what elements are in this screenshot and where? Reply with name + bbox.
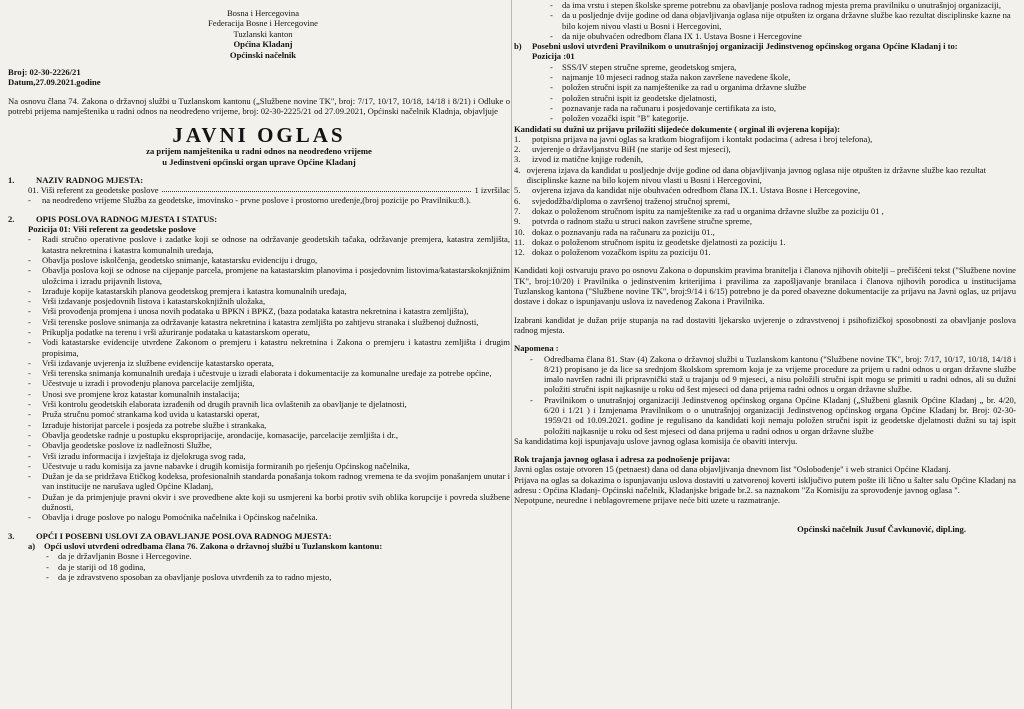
duty-item: - Učestvuje u izradi i provođenju planova parcelacije zemljišta, <box>42 378 510 388</box>
duty-item: - Obavlja i druge poslove po nalogu Pomoćnika načelnika i Općinskog načelnika. <box>42 512 510 522</box>
notes-list <box>514 354 1016 436</box>
interview-note: Sa kandidatima koji ispunjavaju uslove javnog oglasa komisija će obaviti intervju. <box>514 435 798 446</box>
signature-block <box>514 524 1016 534</box>
duty-item: - Vrši izdavanje uvjerenja iz službene evidencije katastarsko operata, <box>42 358 510 368</box>
section-number: 2. <box>8 213 15 224</box>
deadline-text: Javni oglas ostaje otvoren 15 (petnaest) dana od dana objavljivanja dnevnom list "Oslobođenje" i web stranici Općine Kladanj. <box>514 464 951 475</box>
header-line: Općinski načelnik <box>229 49 297 60</box>
document-number: Broj: 02-30-2226/21 <box>8 67 81 78</box>
document-date: Datum,27.09.2021.godine <box>8 77 101 88</box>
condition-item: - položen stručni ispit za namještenike za rad u organima državne službe <box>562 82 1016 92</box>
item-letter: b) <box>514 41 522 52</box>
general-conditions-title: Opći uslovi utvrđeni odredbama člana 76. Zakona o državnoj službi u Tuzlanskom kantonu: <box>44 540 383 551</box>
document-item <box>514 154 1016 165</box>
documents-heading: Kandidati su dužni uz prijavu priložiti slijedeće dokumente ( orginal ili ovjerena kopija): <box>514 123 840 134</box>
reference-block <box>8 67 510 87</box>
document-text: dokaz o poznavanju rada na računaru za poziciju 01., <box>532 226 715 237</box>
list-item: - da u posljednje dvije godine od dana objavljivanja oglasa nije otpušten iz organa državne službe kao rezultat disciplinske kazne na bilo kojem nivou vlasti u Bosni i Hercegovini, <box>562 10 1016 31</box>
subtitle-line: za prijem namještenika u radni odnos na neodređeno vrijeme <box>146 146 372 157</box>
condition-item: - SSS/IV stepen stručne spreme, geodetskog smjera, <box>562 62 1016 72</box>
document-number-label: 12. <box>514 247 525 258</box>
document-text: ovjerena izjava da kandidat nije obuhvaćen odredbom člana IX.1. Ustava Bosne i Hercegovine, <box>532 185 861 196</box>
document-text: dokaz o položenom stručnom ispitu iz geodetske djelatnosti za poziciju 1. <box>532 236 786 247</box>
list-item: - da ima vrstu i stepen školske spreme potrebnu za obavljanje poslova radnog mjesta prema pravilniku o unutrašnjoj organizaciji, <box>562 0 1016 10</box>
document-number-label: 5. <box>514 185 521 196</box>
document-text: dokaz o položenom vozačkom ispitu za poziciju 01. <box>532 247 711 258</box>
duty-item: - Radi stručno operativne poslove i zadatke koji se odnose na održavanje geodetskih tačaka, održavanje premjera, katastra zemljišta, katastra nekretnina i katastra komunalnih uređaja, <box>42 234 510 255</box>
document-item <box>514 236 1016 247</box>
document-text: ovjerena izjava da kandidat u posljednje dvije godine od dana objavljivanja javnog oglasa nije otpušten iz državne službe kao rezultat disciplinske kazne na bilo kojem nivou vlasti u Bosni i Hercegovini, <box>526 164 987 186</box>
duty-item: - Prikuplja podatke na terenu i vrši ažuriranje podataka u katastarskom operatu, <box>42 327 510 337</box>
deadline-heading: Rok trajanja javnog oglasa i adresa za podnošenje prijava: <box>514 454 731 465</box>
duty-item: - Vrši terenske poslove snimanja za održavanje katastra nekretnina i katastra zemljišta po zahtjevu stranaka i službenoj dužnosti, <box>42 317 510 327</box>
document-text: potpisna prijava na javni oglas sa kratkom biografijom i kontakt podacima ( adresa i broj telefona), <box>532 133 873 144</box>
intro-paragraph: Na osnovu člana 74. Zakona o državnoj službi u Tuzlanskom kantonu („Službene novine TK", broj: 7/17, 10/17, 10/18, 14/18 i 8/21) i Odluke o potrebi prijema namještenika u radni odnos na neodređeno vrijeme, broj: 02-30-2225/21 od 27.09.2021, Općinski načelnik Kladnja, objavljuje <box>8 96 510 117</box>
document-item <box>514 247 1016 258</box>
header-line: Općina Kladanj <box>233 39 293 50</box>
submission-text: Prijava na oglas sa dokazima o ispunjavanju uslova dostaviti u zatvorenoj koverti isključivo putem pošte ili lično u šalter salu Općine Kladanj na adresu : Općina Kladanj- Općinski načelnik, Kladanjske brigade br.2. sa naznakom "Za Komisiju za sprovođenje javnog oglasa ". <box>514 474 1016 496</box>
document-item <box>514 216 1016 227</box>
list-item: - Odredbama člana 81. Stav (4) Zakona o državnoj službi u Tuzlanskom kantonu ("Službene novine TK", broj: 7/17, 10/17, 10/18, 14/18 i 8/21) propisano je da lice sa srednjom školskom spremom koja je za vrijeme procedure za prijem u radni odnos u organ državne službe imalo navršen radni ili pripravnički staž u trajanju od 9 mjeseci, a nisu položili stručni ispit mogu se primiti u radni odnos, ali su dužni položiti stručni ispit najkasnije u roku od šest mjeseci od dana prijema radni odnos u organ državne službe. <box>544 354 1016 395</box>
duty-item: - Obavlja poslove iskolčenja, geodetsko snimanje, katastarsku evidenciju i drugo, <box>42 255 510 265</box>
header-line: Tuzlanski kanton <box>233 28 293 39</box>
item-letter: a) <box>28 540 36 551</box>
signature-name: Jusuf Čavkunović, dipl.ing. <box>865 523 966 534</box>
condition-item: - položen stručni ispit iz geodetske djelatnosti, <box>562 93 1016 103</box>
subtitle-line: u Jedinstveni općinski organ uprave Općine Kladanj <box>162 156 356 167</box>
document-number-label: 10. <box>514 226 525 237</box>
condition-item: - najmanje 10 mjeseci radnog staža nakon završene navedene škole, <box>562 72 1016 82</box>
duty-item: - Pruža stručnu pomoć strankama kod uvida u katastarski operat, <box>42 409 510 419</box>
duty-item: - Obavlja geodetske radnje u postupku eksproprijacije, arondacije, komasacije, parcelacije zemljišta i dr., <box>42 430 510 440</box>
section1-list <box>8 195 510 205</box>
list-item: - da nije obuhvaćen odredbom člana IX 1. Ustava Bosne i Hercegovine <box>562 31 1016 41</box>
notes-heading: Napomena : <box>514 343 559 354</box>
document-item <box>514 144 1016 155</box>
position-count: 1 izvršilac <box>474 185 510 196</box>
document-item <box>514 205 1016 216</box>
duty-item: - Učestvuje u radu komisija za javne nabavke i drugih komisija formiranih po rješenju Općinskog načelnika, <box>42 461 510 471</box>
section-heading <box>8 531 510 541</box>
document-text: potvrda o radnom stažu u struci nakon završene stručne spreme, <box>532 216 753 227</box>
special-conditions-title: Posebni uslovi utvrđeni Pravilnikom o unutrašnjoj organizaciji Jedinstvenog općinskog organa Općine Kladanj i to: <box>532 41 958 52</box>
general-conditions-continued <box>514 0 1016 41</box>
header-line: Bosna i Hercegovina <box>226 8 300 18</box>
column-divider <box>511 0 512 709</box>
document-number-label: 3. <box>514 154 521 165</box>
duty-item: - Vrši provođenja promjena i unosa novih podataka u BPKN i BPKZ, (baza podataka katastra nekretnina i katastra zemljišta), <box>42 306 510 316</box>
document-text: uvjerenje o državljanstvu BiH (ne starije od šest mjeseci), <box>532 144 731 155</box>
position-subtitle: Pozicija 01: Viši referent za geodetske poslove <box>28 224 196 235</box>
special-conditions-list <box>514 62 1016 124</box>
right-column <box>514 0 1016 534</box>
documents-list <box>514 134 1016 258</box>
position-name: 01. Viši referent za geodetske poslove <box>28 185 159 196</box>
duty-item: - Obavlja poslova koji se odnose na cijepanje parcela, promjene na katastarskim planovima i posjedovnim listovima/katastarskoknjižnim uložcima i izradu prijavnih listova, <box>42 265 510 286</box>
list-item: - da je državljanin Bosne i Hercegovine. <box>58 551 510 561</box>
signature-role: Općinski načelnik <box>797 523 864 534</box>
list-item: - Pravilnikom o unutrašnjoj organizaciji Jedinstvenog općinskog organa Općine Kladanj („Službeni glasnik Općine Kladanj „ br. 4/20, 6/20 i 1/21 ) i Izmjenama Pravilnikom o o unutrašnjoj organizaciji Jedinstvenog općinskog organa Općine Kladanj br. Broj: 02-30-1959/21 od 10.09.2021. godine je regulisano da kandidati koji nemaju položen stručni ispit iz geodetske djelatnosti dužni su taj ispit položiti najkasnije u roku od šest mjeseci od dana prijema u radni odnos u organ državne službe <box>544 395 1016 436</box>
document-number-label: 1. <box>514 133 521 144</box>
page-title: JAVNI OGLAS <box>172 123 346 148</box>
document-item <box>514 226 1016 237</box>
dotted-leader <box>162 185 472 192</box>
issuer-header <box>158 8 368 60</box>
special-conditions-heading <box>514 41 1016 51</box>
document-number-label: 7. <box>514 205 521 216</box>
document-item <box>514 164 1016 186</box>
document-text: svjedodžba/diploma o završenoj traženoj stručnoj spremi, <box>532 195 731 206</box>
document-number-label: 4. <box>514 164 521 175</box>
document-text: dokaz o položenom stručnom ispitu za namještenike za rad u organima državne službe za poziciju 01 , <box>532 205 884 216</box>
list-item: - da je zdravstveno sposoban za obavljanje poslova utvrđenih za to radno mjesto, <box>58 572 510 582</box>
general-conditions-heading <box>8 541 510 551</box>
duties-list <box>8 234 510 522</box>
section-title: OPIS POSLOVA RADNOG MJESTA I STATUS: <box>36 213 218 224</box>
section-title: NAZIV RADNOG MJESTA: <box>36 174 144 185</box>
document-item <box>514 185 1016 196</box>
condition-item: - položen vozački ispit "B" kategorije. <box>562 113 1016 123</box>
section-heading <box>8 214 510 224</box>
section-number: 1. <box>8 174 15 185</box>
section-title: OPĆI I POSEBNI USLOVI ZA OBAVLJANJE POSLOVA RADNOG MJESTA: <box>36 530 332 541</box>
header-line: Federacija Bosne i Hercegovine <box>207 18 318 29</box>
position-line <box>8 185 510 195</box>
veterans-paragraph: Kandidati koji ostvaruju pravo po osnovu Zakona o dopunskim pravima branitelja i članova njihovih obitelji – prečišćeni tekst ("Službene novine TK", broj:10/20) i Pravilnika o jedinstvenim kriterijima i pravilima za zapošljavanje branilaca i članova njihovih porodica u institucijama Tuzlanskog kantona ("Službene novine TK", broj:9/14 i 6/15) potrebno je da pored obavezne dokumentacije za prijavu na Javni oglas, uz prijavu dostave i dokaz o ispunjavanju uslova iz navedenog Zakona i Pravilnika. <box>514 265 1016 307</box>
left-column <box>8 8 510 582</box>
section-heading <box>8 175 510 185</box>
list-item: - na neodređeno vrijeme Služba za geodetske, imovinsko - prvne poslove i prostorno uređenje,(broj pozicije po Pravilniku:8.). <box>42 195 510 205</box>
incomplete-note: Nepotpune, neuredne i neblagovremene prijave neće biti uzete u razmatranje. <box>514 495 781 506</box>
position-label: Pozicija :01 <box>532 51 575 62</box>
list-item: - da je stariji od 18 godina, <box>58 562 510 572</box>
duty-item: - Dužan je da primjenjuje pravni okvir i sve provedbene akte koji su usmjereni ka borbi protiv svih oblika korupcije i povreda službene dužnosti, <box>42 492 510 513</box>
document-item <box>514 133 1016 144</box>
duty-item: - Obavlja geodetske poslove iz nadležnosti Službe, <box>42 440 510 450</box>
document-number-label: 6. <box>514 195 521 206</box>
condition-item: - poznavanje rada na računaru i posjedovanje certifikata za isto, <box>562 103 1016 113</box>
duty-item: - Izrađuje kopije katastarskih planova geodetskog premjera i katastra komunalnih uređaja, <box>42 286 510 296</box>
document-number-label: 9. <box>514 216 521 227</box>
duty-item: - Vrši terenska snimanja komunalnih uređaja i učestvuje u izradi elaborata i dokumentacije za komunalne uređaje za potrebe općine, <box>42 368 510 378</box>
document-item <box>514 195 1016 206</box>
duty-item: - Vodi katastarske evidencije utvrđene Zakonom o premjeru i katastru nekretnina i Zakona o premjeru i katastru zemljišta i drugim propisima, <box>42 337 510 358</box>
duty-item: - Dužan je da se pridržava Etičkog kodeksa, profesionalnih standarda ponašanja tokom radnog vremena te da svojim ponašanjem unutar i van institucije ne narušava ugled Općine Kladanj, <box>42 471 510 492</box>
duty-item: - Izrađuje historijat parcele i posjeda za potrebe službe i strankaka, <box>42 420 510 430</box>
duty-item: - Vrši izdavanje posjedovnih listova i katastarskoknjižnih uložaka, <box>42 296 510 306</box>
duty-item: - Vrši izradu informacija i izvještaja iz djelokruga svog rada, <box>42 451 510 461</box>
duty-item: - Vrši kontrolu geodetskih elaborata izrađenih od drugih pravnih lica ovlaštenih za obavljanje te djelatnosti, <box>42 399 510 409</box>
medical-paragraph: Izabrani kandidat je dužan prije stupanja na rad dostaviti ljekarsko uvjerenje o zdravstvenoj i psihofizičkoj sposobnosti za obavljanje poslova radnog mjesta. <box>514 314 1016 335</box>
section-number: 3. <box>8 530 15 541</box>
document-number-label: 11. <box>514 236 525 247</box>
general-conditions-list <box>8 551 510 582</box>
document-text: izvod iz matične knjige rođenih, <box>532 154 643 165</box>
duty-item: - Unosi sve promjene kroz katastar komunalnih instalacija; <box>42 389 510 399</box>
document-number-label: 2. <box>514 144 521 155</box>
